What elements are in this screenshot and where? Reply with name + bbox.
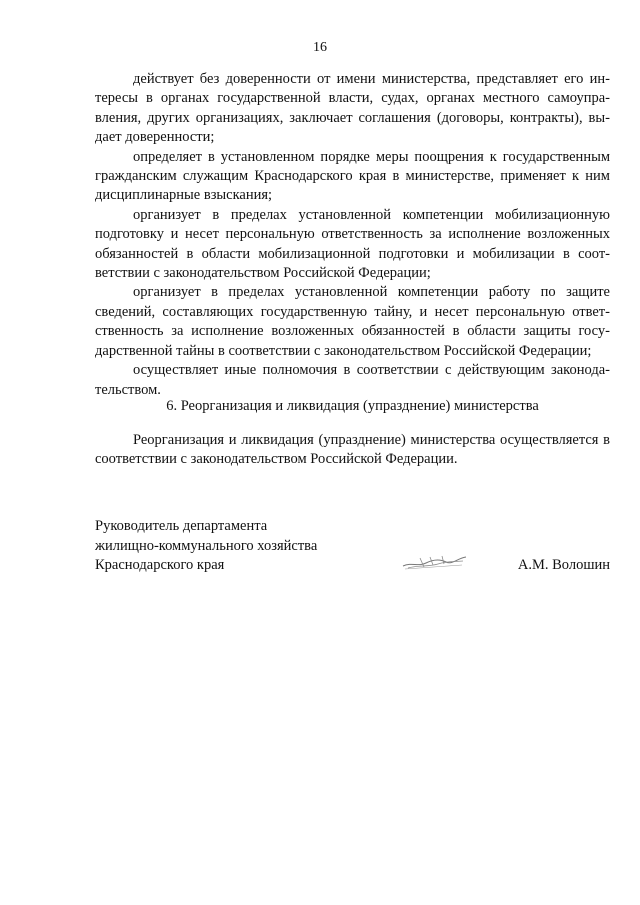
paragraph-power-of-attorney: действует без доверенности от имени министерства, представляет его интересы в органах государственной власти, судах, органах местного самоуправления, других организациях, заключает соглашения (договоры, контракты), выдает доверенности; [95, 71, 610, 146]
signatory-title-line-3: Краснодарского края [95, 557, 225, 574]
paragraph-other-powers: осуществляет иные полномочия в соответствии с действующим законодательством. [95, 362, 610, 398]
paragraph-incentives: определяет в установленном порядке меры поощрения к государственным гражданским служащим Краснодарского края в министерстве, применяет к ним дисциплинарные взыскания; [95, 148, 610, 204]
paragraph-mobilization: организует в пределах установленной компетенции мобилизационную подготовку и несет персональную ответственность за исполнение возложенных обязанностей в области мобилизационной подготовки и мобилизации в соответствии с законодательством Российской Федерации; [95, 206, 610, 282]
signatory-title [95, 517, 375, 576]
signatory-title-line-2: жилищно-коммунального хозяйства [95, 537, 318, 554]
body-text [95, 70, 610, 400]
section-body [95, 431, 610, 470]
section-heading: 6. Реорганизация и ликвидация (упразднение) министерства [166, 398, 539, 414]
signature-block [95, 517, 610, 577]
signatory-name: А.М. Волошин [517, 557, 610, 573]
signatory-title-line-1: Руководитель департамента [95, 518, 268, 534]
page-number: 16 [313, 40, 327, 55]
paragraph-reorganization: Реорганизация и ликвидация (упразднение) министерства осуществляется в соответствии с законодательством Российской Федерации. [95, 432, 610, 468]
handwritten-signature [400, 552, 470, 572]
paragraph-state-secret: организует в пределах установленной компетенции работу по защите сведений, составляющих государственную тайну, и несет персональную ответственность за исполнение возложенных обязанностей в области защиты государственной тайны в соответствии с законодательством Российской Федерации; [95, 284, 610, 359]
